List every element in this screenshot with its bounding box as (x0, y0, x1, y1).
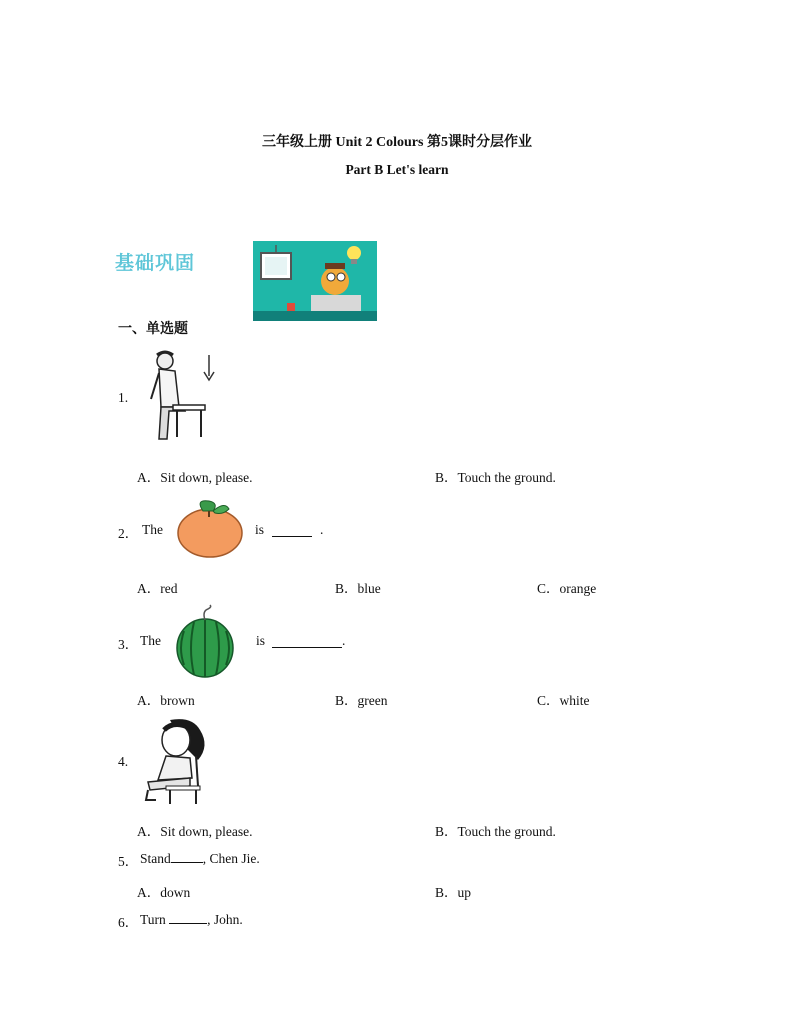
question-6-number: 6． (118, 915, 139, 930)
question-1-number: 1. (118, 390, 129, 405)
question-3-text-pre: The (140, 633, 161, 648)
question-2-option-a[interactable]: A．red (137, 581, 178, 596)
question-3-option-c[interactable]: C．white (537, 693, 590, 708)
question-1-option-a[interactable]: A．Sit down, please. (137, 470, 253, 485)
question-2-option-c[interactable]: C．orange (537, 581, 597, 596)
girl-sitting-picture (140, 716, 212, 806)
question-5-text (140, 850, 260, 867)
question-6-text-pre: Turn (140, 912, 170, 927)
question-2-text-post: is (255, 522, 265, 537)
document-subtitle: Part B Let's learn (345, 162, 449, 177)
question-3-text-post: is (256, 633, 266, 648)
question-5-text-pre: Stand (140, 851, 171, 866)
down-arrow-icon (201, 354, 217, 382)
question-5-number: 5． (118, 854, 139, 869)
question-4-number: 4. (118, 754, 129, 769)
question-3-option-b[interactable]: B．green (335, 693, 388, 708)
question-6-blank[interactable] (169, 911, 207, 924)
question-2-text-pre: The (142, 522, 163, 537)
section-badge: 基础巩固 (115, 252, 196, 274)
man-sitting-picture (145, 349, 207, 444)
question-3-option-a[interactable]: A．brown (137, 693, 195, 708)
question-5-option-a[interactable]: A．down (137, 885, 191, 900)
question-6-text-post: , John. (207, 912, 243, 927)
question-4-option-a[interactable]: A．Sit down, please. (137, 824, 253, 839)
question-5-blank[interactable] (171, 850, 203, 863)
question-2-end: . (320, 522, 324, 537)
question-3-blank[interactable] (272, 635, 342, 648)
question-2-option-b[interactable]: B．blue (335, 581, 381, 596)
watermelon-picture (174, 603, 236, 679)
question-1-option-b[interactable]: B．Touch the ground. (435, 470, 556, 485)
orange-fruit-picture (175, 495, 245, 559)
question-2-number: 2． (118, 526, 139, 541)
question-6-text (140, 911, 243, 928)
question-5-option-b[interactable]: B．up (435, 885, 472, 900)
question-2-blank[interactable] (272, 524, 312, 537)
question-4-option-b[interactable]: B．Touch the ground. (435, 824, 556, 839)
document-title: 三年级上册 Unit 2 Colours 第5课时分层作业 (262, 135, 532, 150)
section-title: 一、单选题 (118, 321, 188, 337)
teacher-banner-picture (253, 241, 377, 321)
question-3-number: 3． (118, 637, 139, 652)
question-5-text-post: , Chen Jie. (202, 851, 260, 866)
question-3-end: . (342, 633, 346, 648)
